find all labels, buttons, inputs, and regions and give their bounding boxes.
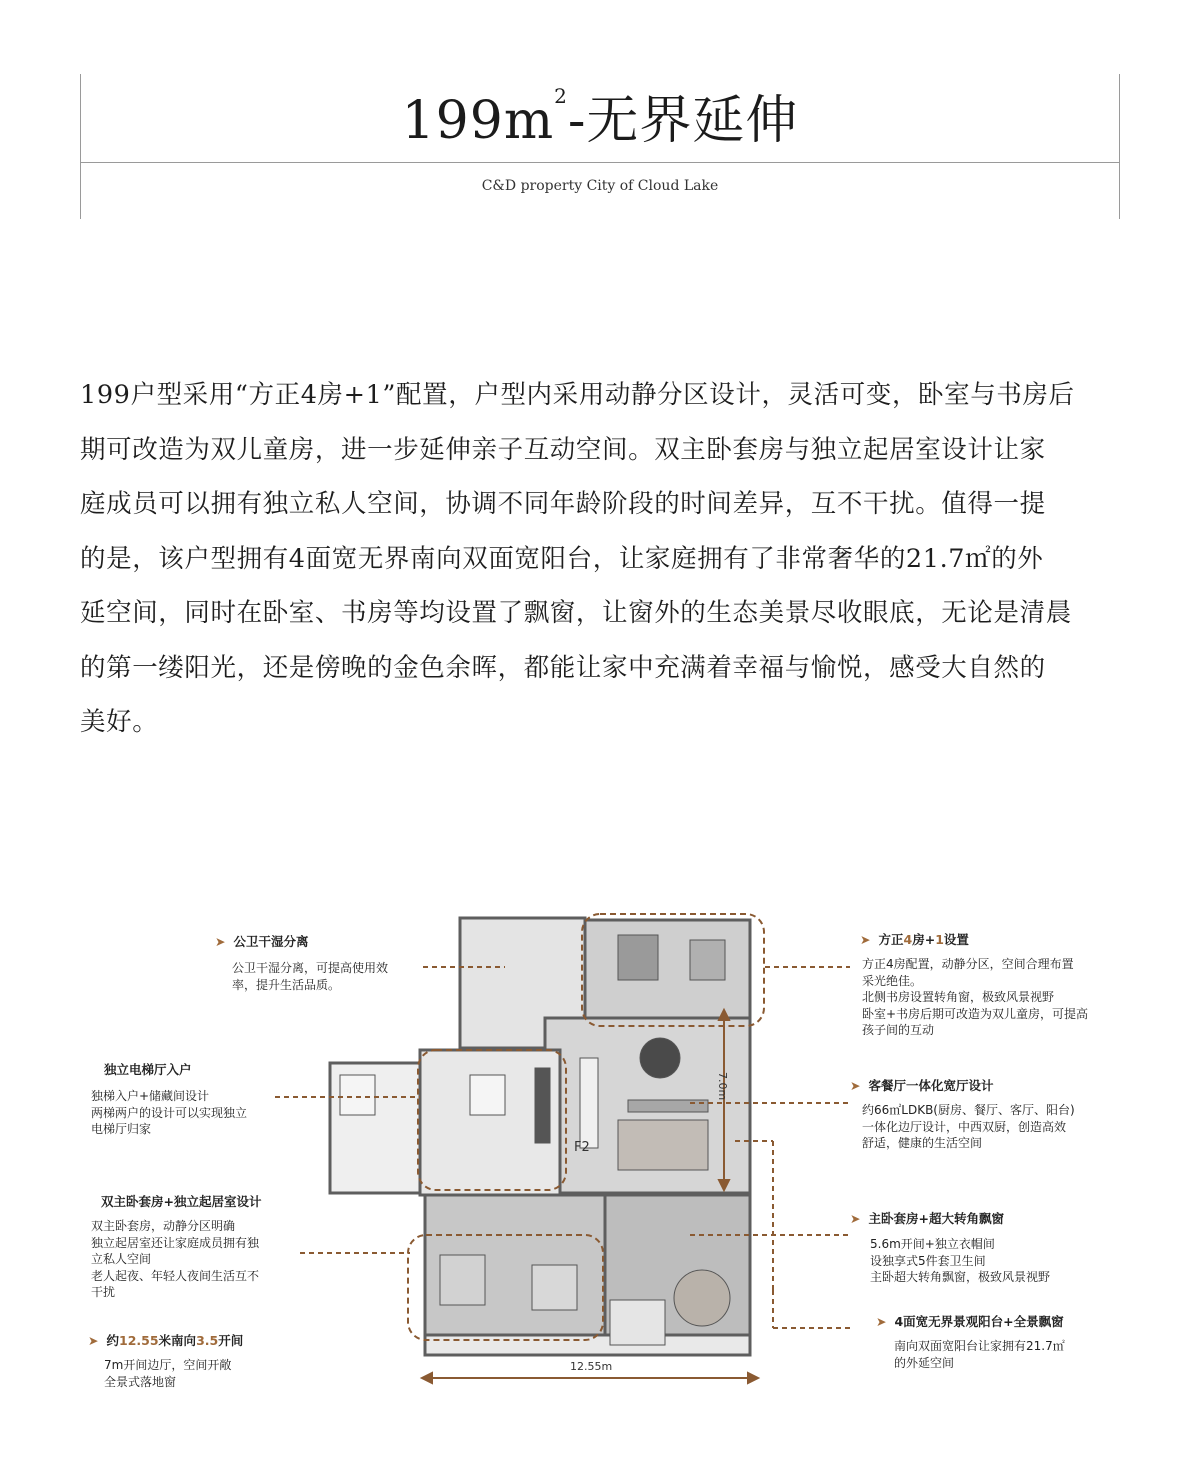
arrow-icon: ➤ bbox=[88, 1333, 99, 1348]
intro-line: 的是，该户型拥有4面宽无界南向双面宽阳台，让家庭拥有了非常奢华的21.7㎡的外 bbox=[80, 543, 1044, 574]
arrow-icon: ➤ bbox=[850, 1078, 861, 1093]
annotation-body: 方正4房配置，动静分区，空间合理布置 采光绝佳。 北侧书房设置转角窗，极致风景视野 卧室+书房后期可改造为双儿童房，可提高 孩子间的互动 bbox=[862, 957, 1089, 1037]
annotation-title: ➤ 主卧套房+超大转角飘窗 bbox=[850, 1211, 1004, 1226]
intro-line: 199户型采用“方正4房+1”配置，户型内采用动静分区设计，灵活可变，卧室与书房后 bbox=[80, 380, 1075, 410]
annotation-title: 独立电梯厅入户 bbox=[104, 1062, 192, 1077]
annotation-body: 公卫干湿分离，可提高使用效 率，提升生活品质。 bbox=[232, 961, 389, 992]
intro-line: 庭成员可以拥有独立私人空间，协调不同年龄阶段的时间差异，互不干扰。值得一提 bbox=[80, 489, 1046, 519]
intro-line: 的第一缕阳光，还是傍晚的金色余晖，都能让家中充满着幸福与愉悦，感受大自然的 bbox=[80, 652, 1046, 683]
annotation-title: ➤ 客餐厅一体化宽厅设计 bbox=[850, 1078, 994, 1093]
arrow-icon: ➤ bbox=[860, 932, 871, 947]
annotation-title: ➤ 方正4房+1设置 bbox=[860, 932, 969, 947]
dimension-horizontal-label: 12.55m bbox=[570, 1360, 613, 1373]
page-title: $199m^2-$无界延伸 bbox=[401, 84, 799, 151]
arrow-icon: ➤ bbox=[215, 934, 226, 949]
intro-line: 延空间，同时在卧室、书房等均设置了飘窗，让窗外的生态美景尽收眼底，无论是清晨 bbox=[80, 598, 1072, 628]
annotation-title: ➤ 公卫干湿分离 bbox=[215, 934, 309, 949]
annotation-title: 双主卧套房+独立起居室设计 bbox=[101, 1194, 262, 1209]
annotation-title: ➤ 4面宽无界景观阳台+全景飘窗 bbox=[876, 1314, 1064, 1329]
annotation-body: 独梯入户+储藏间设计 两梯两户的设计可以实现独立 电梯厅归家 bbox=[91, 1089, 248, 1136]
annotation-body: 7m开间边厅，空间开敞 全景式落地窗 bbox=[104, 1358, 232, 1389]
arrow-icon: ➤ bbox=[876, 1314, 887, 1329]
room-label-f2: F2 bbox=[574, 1140, 590, 1155]
intro-line: 期可改造为双儿童房，进一步延伸亲子互动空间。双主卧套房与独立起居室设计让家 bbox=[80, 434, 1046, 465]
dimension-vertical-label: 7.0m bbox=[716, 1072, 729, 1101]
annotation-body: 约66㎡LDKB(厨房、餐厅、客厅、阳台) 一体化边厅设计，中西双厨，创造高效 舒适，健康的生活空间 bbox=[862, 1103, 1075, 1150]
bottom-dimension-arrow bbox=[422, 1373, 758, 1383]
annotation-body: 5.6m开间+独立衣帽间 设独享式5件套卫生间 主卧超大转角飘窗，极致风景视野 bbox=[870, 1237, 1051, 1284]
annotation-title: ➤ 约12.55米南向3.5开间 bbox=[88, 1333, 244, 1348]
annotation-body: 南向双面宽阳台让家拥有21.7㎡ 的外延空间 bbox=[894, 1339, 1065, 1370]
page-subtitle: C&D property City of Cloud Lake bbox=[481, 178, 719, 194]
annotation-body: 双主卧套房，动静分区明确 独立起居室还让家庭成员拥有独 立私人空间 老人起夜、年轻人夜间生活互不 干扰 bbox=[91, 1219, 260, 1299]
intro-line: 美好。 bbox=[80, 707, 159, 737]
arrow-icon: ➤ bbox=[850, 1211, 861, 1226]
